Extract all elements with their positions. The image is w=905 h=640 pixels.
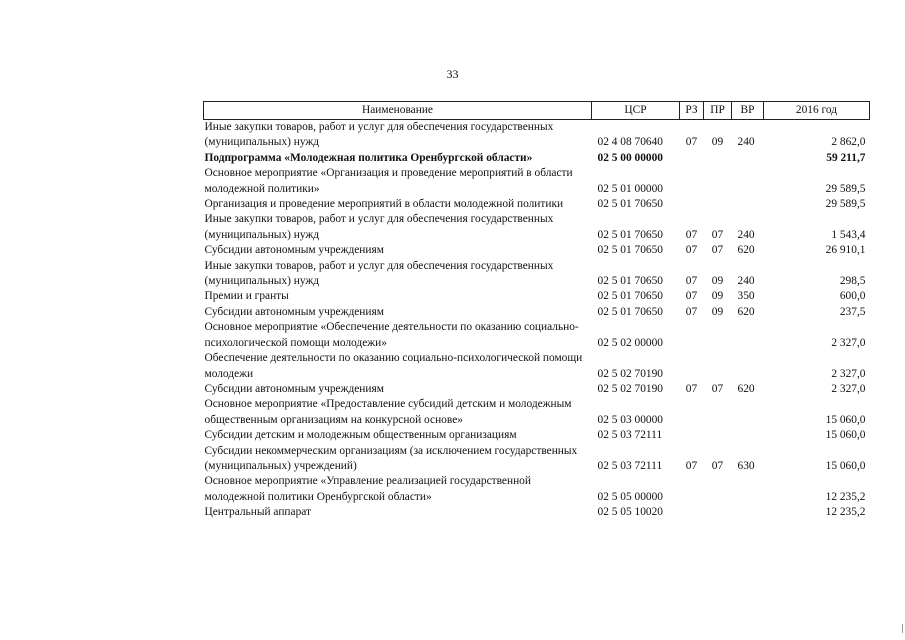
- scan-edge-mark: [902, 624, 903, 633]
- row-amount: 15 060,0: [825, 429, 866, 442]
- row-rz: [680, 397, 704, 428]
- row-amount: 59 211,7: [826, 151, 866, 164]
- row-pr: [704, 166, 732, 197]
- row-name: Центральный аппарат: [204, 506, 312, 519]
- row-pr: 07: [711, 228, 724, 241]
- row-vr: [732, 320, 764, 351]
- row-csr: 02 5 03 72111: [597, 459, 663, 472]
- row-pr: [704, 505, 732, 520]
- row-csr: 02 5 03 00000: [597, 413, 663, 426]
- row-pr: [704, 197, 732, 212]
- row-amount: 15 060,0: [825, 459, 866, 472]
- table-body: [204, 120, 870, 521]
- row-csr: 02 5 02 00000: [597, 336, 663, 349]
- row-csr: 02 5 01 70650: [597, 290, 663, 303]
- row-rz: 07: [685, 459, 698, 472]
- row-csr: 02 5 00 00000: [597, 151, 663, 164]
- row-amount: 26 910,1: [825, 244, 866, 257]
- page-number-text: 33: [446, 67, 459, 81]
- row-rz: [680, 166, 704, 197]
- row-pr: [704, 397, 732, 428]
- row-csr: 02 5 05 10020: [597, 506, 663, 519]
- row-pr: [704, 351, 732, 382]
- row-csr: 02 5 02 70190: [597, 382, 663, 395]
- table-row: [204, 166, 870, 197]
- row-vr: [732, 197, 764, 212]
- header-year: 2016 год: [764, 102, 870, 120]
- row-rz: 07: [685, 305, 698, 318]
- row-rz: [680, 151, 704, 166]
- row-amount: 600,0: [839, 290, 866, 303]
- row-vr: 350: [737, 290, 755, 303]
- row-amount: 298,5: [839, 275, 866, 288]
- row-vr: [732, 151, 764, 166]
- row-amount: 15 060,0: [825, 413, 866, 426]
- row-vr: 620: [737, 382, 755, 395]
- table-row: [204, 259, 870, 290]
- row-rz: [680, 197, 704, 212]
- row-amount: 2 327,0: [831, 382, 866, 395]
- table-row: [204, 505, 870, 520]
- row-csr: 02 5 02 70190: [597, 367, 663, 380]
- row-name: Иные закупки товаров, работ и услуг для обеспечения государственных (муниципальных) нужд: [204, 121, 554, 149]
- row-amount: 12 235,2: [825, 506, 866, 519]
- row-name: Основное мероприятие «Предоставление субсидий детским и молодежным общественным организациям на конкурсной основе»: [204, 398, 572, 426]
- row-pr: [704, 428, 732, 443]
- row-name: Основное мероприятие «Управление реализацией государственной молодежной политики Оренбургской области»: [204, 475, 531, 503]
- page-number: [0, 67, 905, 82]
- row-rz: 07: [685, 275, 698, 288]
- row-name: Субсидии автономным учреждениям: [204, 382, 384, 395]
- row-name: Обеспечение деятельности по оказанию социально-психологической помощи молодежи: [204, 352, 583, 380]
- row-vr: 620: [737, 305, 755, 318]
- table-row: [204, 444, 870, 475]
- row-name: Подпрограмма «Молодежная политика Оренбургской области»: [204, 151, 533, 164]
- row-pr: 09: [711, 290, 724, 303]
- table-row: [204, 382, 870, 397]
- row-amount: 2 862,0: [831, 136, 866, 149]
- row-csr: 02 5 01 00000: [597, 182, 663, 195]
- header-pr: ПР: [704, 102, 732, 120]
- table-header: [204, 102, 870, 120]
- header-rz: РЗ: [680, 102, 704, 120]
- row-csr: 02 5 01 70650: [597, 275, 663, 288]
- row-amount: 2 327,0: [831, 336, 866, 349]
- row-rz: 07: [685, 290, 698, 303]
- table-row: [204, 351, 870, 382]
- row-rz: 07: [685, 136, 698, 149]
- row-name: Субсидии автономным учреждениям: [204, 305, 384, 318]
- row-amount: 29 589,5: [825, 198, 866, 211]
- row-pr: 09: [711, 136, 724, 149]
- table-row: [204, 320, 870, 351]
- row-vr: [732, 474, 764, 505]
- row-csr: 02 4 08 70640: [597, 136, 663, 149]
- row-pr: 07: [711, 244, 724, 257]
- table-row: [204, 397, 870, 428]
- row-amount: 29 589,5: [825, 182, 866, 195]
- row-rz: [680, 351, 704, 382]
- table-row: [204, 305, 870, 320]
- row-name: Субсидии детским и молодежным общественным организациям: [204, 429, 517, 442]
- row-vr: [732, 351, 764, 382]
- row-amount: 237,5: [839, 305, 866, 318]
- row-pr: 09: [711, 305, 724, 318]
- row-csr: 02 5 03 72111: [597, 429, 663, 442]
- row-rz: [680, 320, 704, 351]
- header-vr: ВР: [732, 102, 764, 120]
- row-vr: [732, 166, 764, 197]
- row-pr: [704, 320, 732, 351]
- row-rz: 07: [685, 382, 698, 395]
- row-csr: 02 5 01 70650: [597, 305, 663, 318]
- header-name: Наименование: [204, 102, 592, 120]
- row-vr: [732, 505, 764, 520]
- row-name: Иные закупки товаров, работ и услуг для обеспечения государственных (муниципальных) нужд: [204, 213, 554, 241]
- row-pr: 07: [711, 382, 724, 395]
- row-vr: [732, 397, 764, 428]
- row-vr: [732, 428, 764, 443]
- row-rz: 07: [685, 244, 698, 257]
- row-name: Субсидии некоммерческим организациям (за исключением государственных (муниципальных) учреждений): [204, 444, 578, 472]
- row-vr: 620: [737, 244, 755, 257]
- row-pr: 09: [711, 275, 724, 288]
- header-csr: ЦСР: [592, 102, 680, 120]
- row-pr: 07: [711, 459, 724, 472]
- row-rz: [680, 505, 704, 520]
- row-pr: [704, 474, 732, 505]
- row-vr: 240: [737, 275, 755, 288]
- row-vr: 630: [737, 459, 755, 472]
- row-name: Основное мероприятие «Обеспечение деятельности по оказанию социально-психологической помощи молодежи»: [204, 321, 579, 349]
- row-name: Организация и проведение мероприятий в области молодежной политики: [204, 198, 564, 211]
- row-csr: 02 5 01 70650: [597, 244, 663, 257]
- row-amount: 12 235,2: [825, 490, 866, 503]
- table-row: [204, 243, 870, 258]
- row-name: Иные закупки товаров, работ и услуг для обеспечения государственных (муниципальных) нужд: [204, 259, 554, 288]
- budget-table: [203, 101, 870, 521]
- row-amount: 2 327,0: [831, 367, 866, 380]
- row-vr: 240: [737, 136, 755, 149]
- table-row: [204, 428, 870, 443]
- row-rz: [680, 428, 704, 443]
- row-name: Субсидии автономным учреждениям: [204, 244, 384, 257]
- row-rz: 07: [685, 228, 698, 241]
- table-row: [204, 120, 870, 151]
- row-rz: [680, 474, 704, 505]
- row-amount: 1 543,4: [831, 228, 866, 241]
- table-row: [204, 151, 870, 166]
- row-csr: 02 5 01 70650: [597, 198, 663, 211]
- table-row: [204, 197, 870, 212]
- table-row: [204, 212, 870, 243]
- row-vr: 240: [737, 228, 755, 241]
- row-name: Основное мероприятие «Организация и проведение мероприятий в области молодежной политики»: [204, 167, 573, 195]
- table-row: [204, 289, 870, 304]
- row-csr: 02 5 05 00000: [597, 490, 663, 503]
- row-csr: 02 5 01 70650: [597, 228, 663, 241]
- row-pr: [704, 151, 732, 166]
- table-row: [204, 474, 870, 505]
- row-name: Премии и гранты: [204, 290, 289, 303]
